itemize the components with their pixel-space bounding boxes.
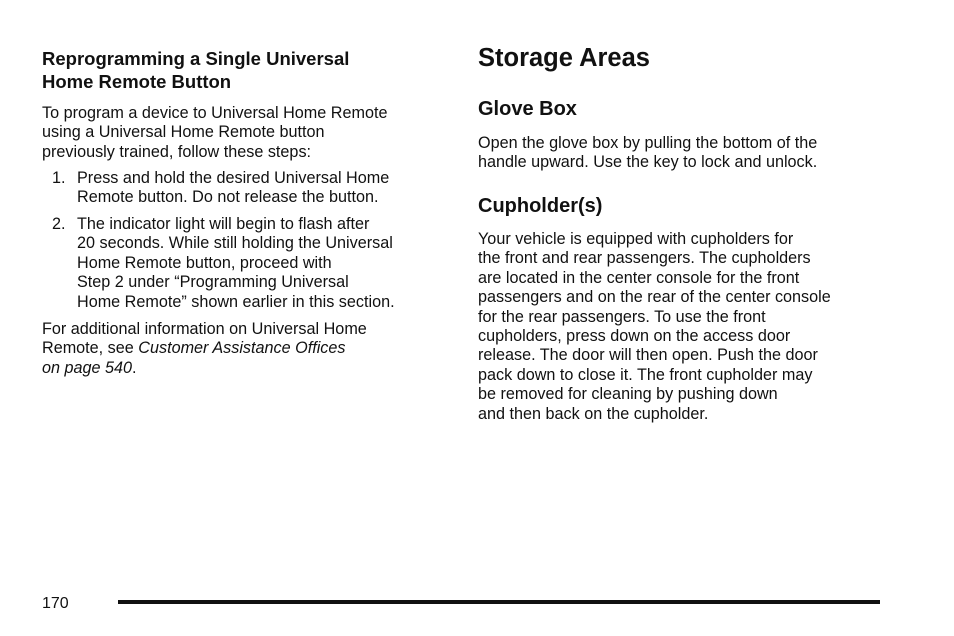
text-fragment: . <box>132 358 137 377</box>
text-line: Remote button. Do not release the button. <box>77 188 379 207</box>
text-line: Home Remote” shown earlier in this section. <box>77 292 395 311</box>
text-line: the front and rear passengers. The cupholders <box>478 249 811 268</box>
cross-reference-link[interactable]: on page 540 <box>42 358 133 377</box>
step-number: 1. <box>52 169 66 187</box>
text-line <box>42 359 367 378</box>
more-info-paragraph <box>42 320 367 378</box>
cupholders-paragraph <box>478 230 831 424</box>
text-line: The indicator light will begin to flash after <box>77 215 370 233</box>
text-line: handle upward. Use the key to lock and unlock. <box>478 153 818 172</box>
text-line: be removed for cleaning by pushing down <box>478 385 778 404</box>
text-line: using a Universal Home Remote button <box>42 123 325 142</box>
intro-paragraph <box>42 104 387 162</box>
text-line: Step 2 under “Programming Universal <box>77 273 349 292</box>
glove-box-heading: Glove Box <box>478 98 577 120</box>
cupholders-heading: Cupholder(s) <box>478 195 603 217</box>
footer-rule <box>118 600 880 604</box>
text-line: are located in the center console for the front <box>478 268 800 287</box>
page-title: Storage Areas <box>478 44 650 72</box>
text-line: Home Remote button, proceed with <box>77 253 332 272</box>
text-line: 20 seconds. While still holding the Universal <box>77 234 393 253</box>
glove-box-paragraph <box>478 134 817 173</box>
text-line: pack down to close it. The front cupholder may <box>478 365 813 384</box>
text-line: passengers and on the rear of the center console <box>478 288 831 307</box>
heading-line: Home Remote Button <box>42 71 232 92</box>
text-line: and then back on the cupholder. <box>478 404 709 423</box>
text-line: previously trained, follow these steps: <box>42 142 312 161</box>
text-line: Open the glove box by pulling the bottom of the <box>478 134 818 152</box>
text-line <box>42 339 367 358</box>
step-number: 2. <box>52 215 66 233</box>
text-line: cupholders, press down on the access door <box>478 327 791 346</box>
text-line: release. The door will then open. Push the door <box>478 346 818 365</box>
section-heading-reprogramming <box>42 47 349 93</box>
step-text <box>77 169 389 208</box>
cross-reference-link[interactable]: Customer Assistance Offices <box>138 339 346 358</box>
text-line: Your vehicle is equipped with cupholders for <box>478 230 794 248</box>
text-fragment: Remote, see <box>42 339 139 358</box>
heading-line: Reprogramming a Single Universal <box>42 48 350 69</box>
step-text <box>77 215 395 312</box>
text-line: To program a device to Universal Home Remote <box>42 104 388 122</box>
text-line: Press and hold the desired Universal Home <box>77 169 390 187</box>
text-line: for the rear passengers. To use the front <box>478 307 766 326</box>
text-line: For additional information on Universal Home <box>42 320 367 338</box>
page-number: 170 <box>42 595 69 612</box>
